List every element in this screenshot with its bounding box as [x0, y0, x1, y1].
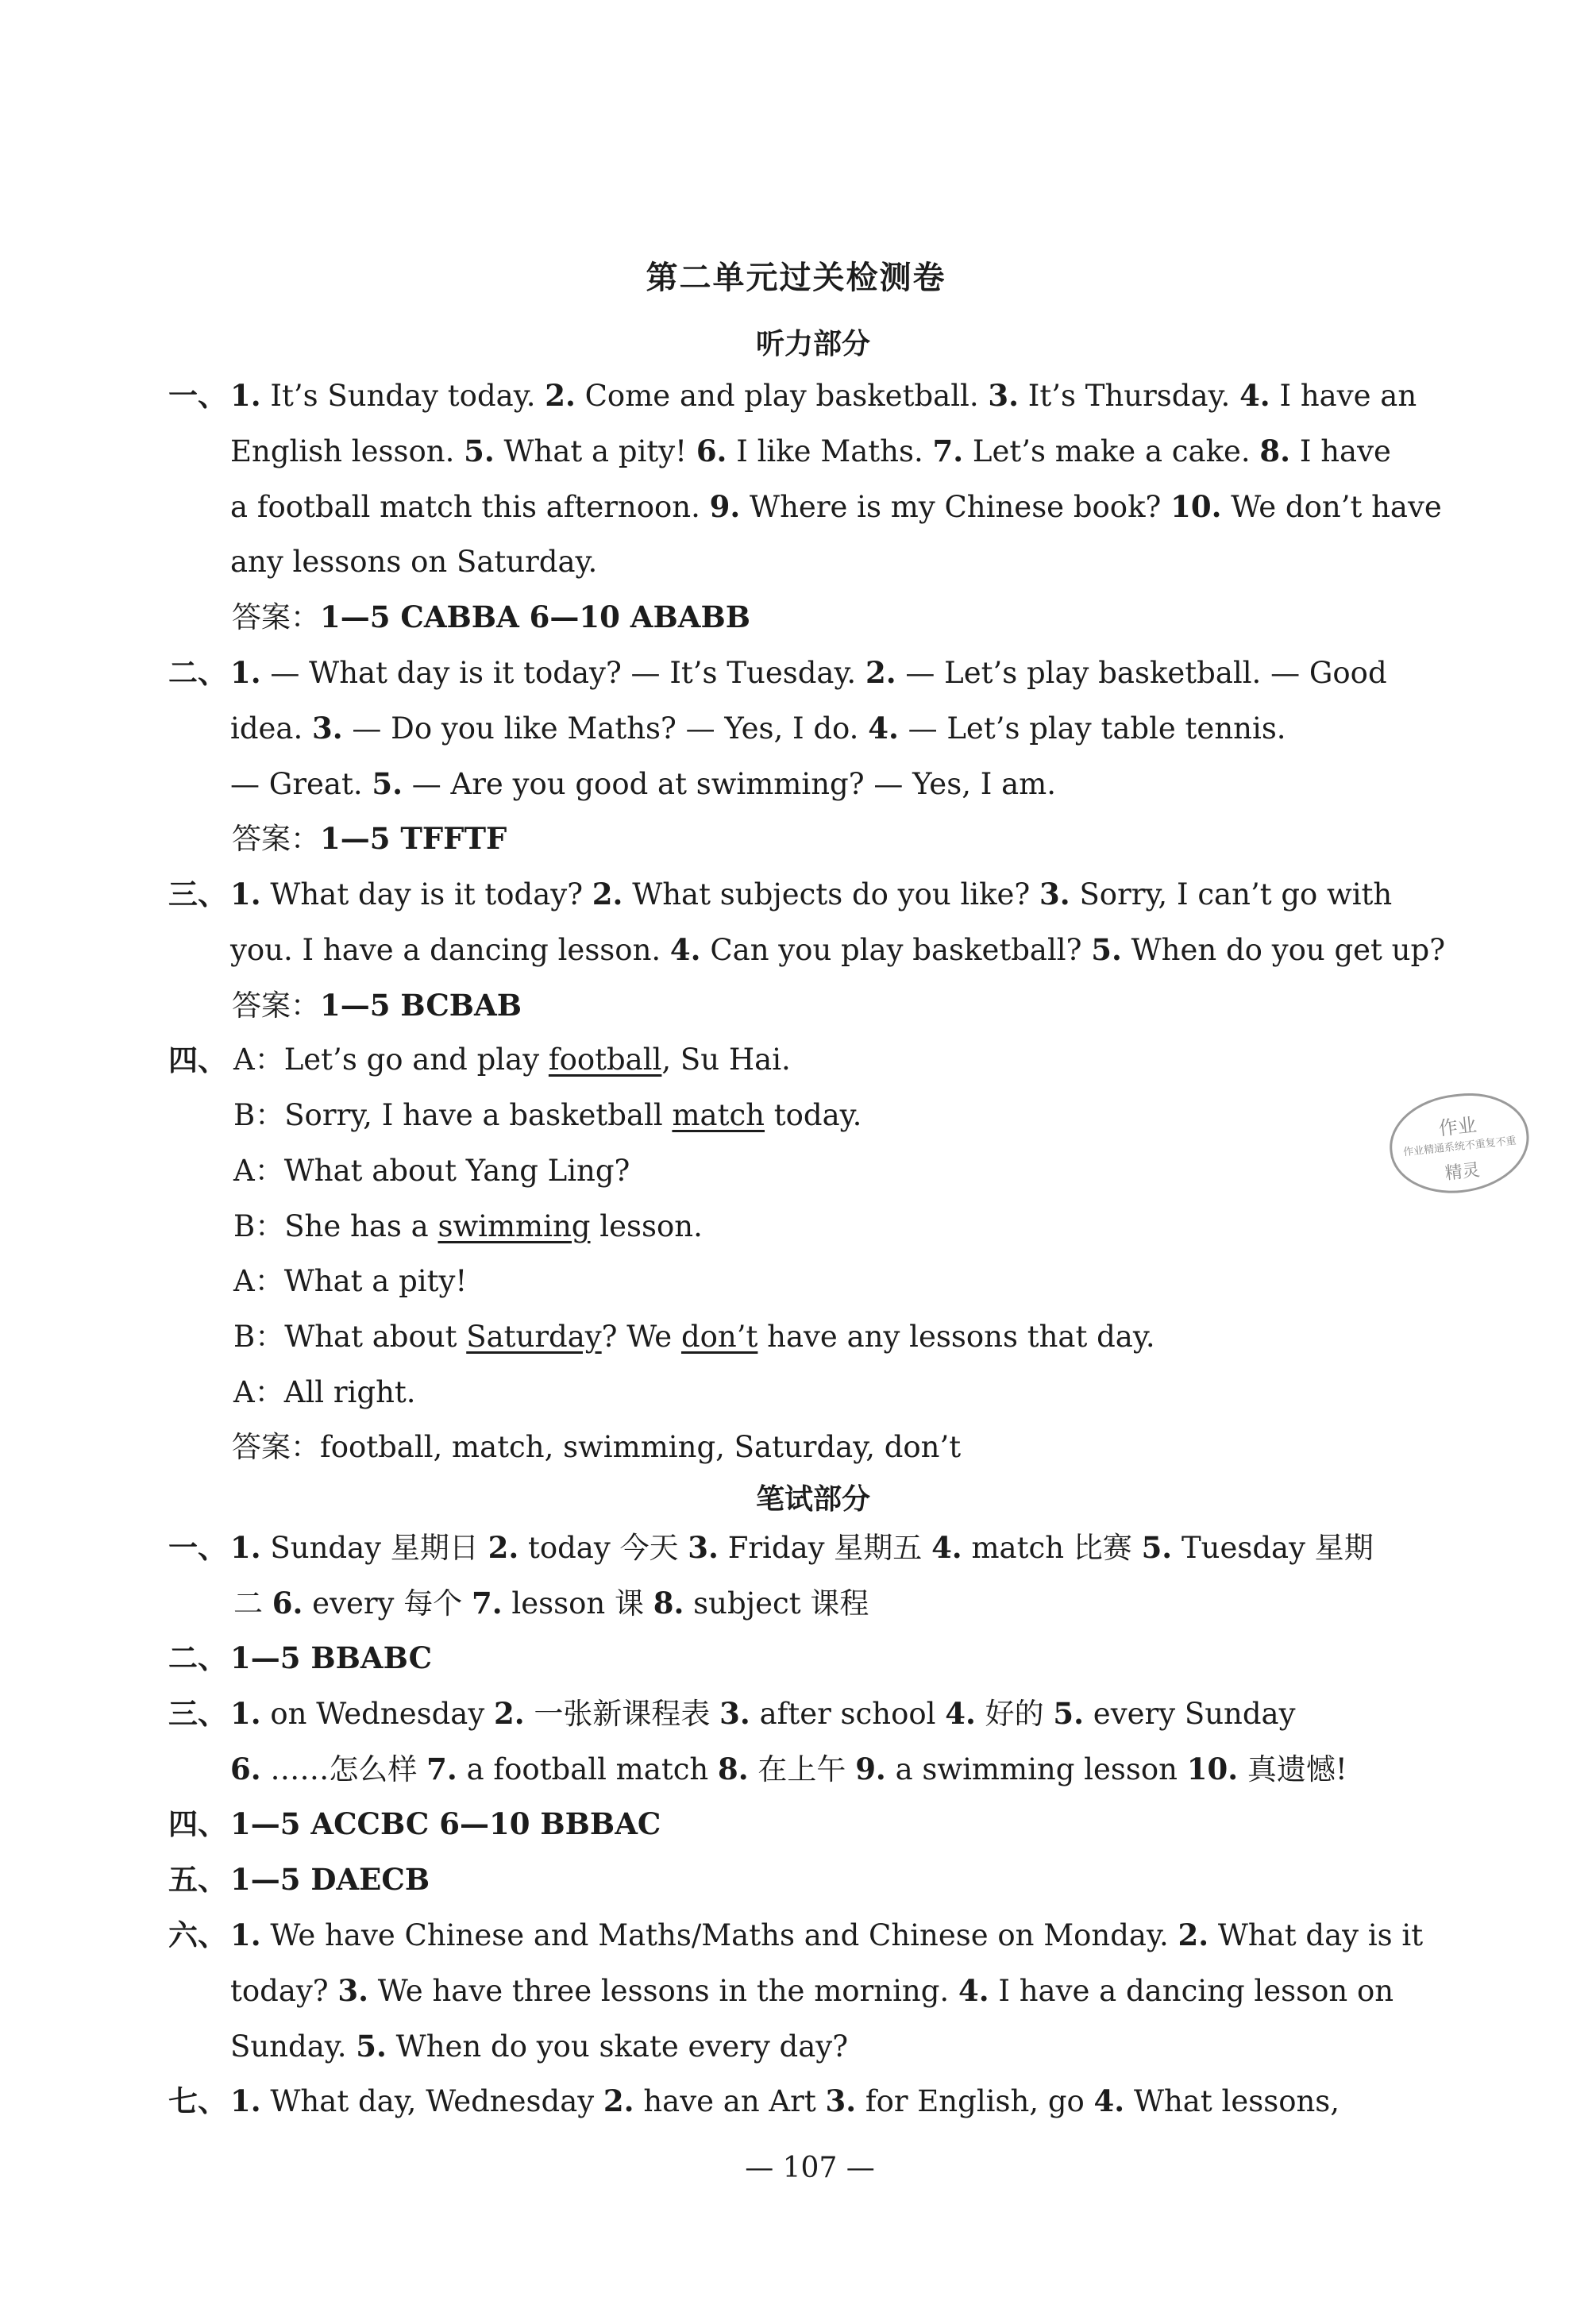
filled-blank: match — [672, 1098, 765, 1132]
item-text: — Do you like Maths? — Yes, I do. — [342, 711, 869, 746]
item-text: Where is my Chinese book? — [740, 490, 1171, 524]
item-number: 4. — [1239, 378, 1270, 413]
filled-blank: don’t — [680, 1320, 758, 1354]
answer-label: 答案： — [232, 989, 320, 1023]
item-number: 9. — [709, 489, 741, 524]
item-number: 2. — [592, 877, 623, 911]
item-text: idea. — [230, 711, 312, 746]
item-text: It’s Thursday. — [1019, 379, 1240, 413]
page-title: 第二单元过关检测卷 — [646, 259, 946, 296]
filled-blank: Saturday — [466, 1320, 602, 1354]
question-marker: 三、 — [168, 877, 227, 911]
item-number: 1. — [230, 655, 261, 690]
item-number: 3. — [988, 378, 1020, 413]
question-marker: 四、 — [168, 1043, 227, 1077]
item-text: What a pity! — [494, 434, 696, 468]
item-text: a football match this afternoon. — [230, 490, 710, 524]
answer-label: 答案： — [232, 822, 320, 856]
item-text: It’s Sunday today. — [260, 379, 545, 413]
question-marker: 七、 — [168, 2083, 227, 2118]
item-number: 5. — [372, 766, 403, 801]
answer-label: 答案： — [232, 1430, 320, 1464]
document-page: 第二单元过关检测卷 听力部分 一、 1. It’s Sunday today. 2. Come and play basketball. 3. It’s Thursday. 4. I have an English lesson. 5. What a pity! 6. I like Maths. 7. Let’s make a cake. 8. I have a football match this afternoon. 9. Where is my Chinese book? 10. We don’t have any lessons on Saturday. 答案：1—5 CABBA 6—10 ABABB 二、 1. — What day is it today? — It’s Tuesday. 2. — Let’s play basketball. — Good idea. 3. — Do you like Maths? — Yes, I do. 4. — Let’s play table tennis. — Great. 5. — Are you good at swimming? — Yes, I am. 答案：1—5 TFFTF 三、 1. What day is it today? 2. What subjects do you like? 3. Sorry, I can’t go with you. I have a dancing lesson. 4. Can you play basketball? 5. When do you get up? 答案：1—5 BCBAB 四、 A：Let’s go and play football, Su Hai. B：Sorry, I have a basketball match today. A：What about Yang Ling? B：She has a swimming lesson. A：What a pity! B：What about Saturday? We don’t have any lessons that day. A：All right. 答案：football, match, swimming, Saturday, don’t 作业 作业精通系统不重复不重 精灵 笔试部分 一、 1. Sunday 星期日 2. today 今天 3. Friday 星期五 4. match 比赛 5. Tuesday 星期 二 6. every 每个 7. lesson 课 8. subject 课程 二、 1—5 BBABC 三、 1. on Wednesday 2. 一张新课程表 3. after school 4. 好的 5. every Sunday 6. ……怎么样 7. a football match 8. 在上午 9. a swimming lesson 10. 真遗憾! 四、 1—5 ACCBC 6—10 BBBAC 五、 1—5 DAECB 六、 1. We have Chinese and Maths/Maths and Chinese on Monday. 2. What day is it today? 3. We have three lessons in the morning. 4. I have a dancing lesson on Sunday. 5. When do you skate every day? 七、 1. What day, Wednesday 2. have an Art 3. for English, go 4. What lessons, — 107 — — [0, 0, 1592, 2324]
item-text: — Let’s play basketball. — Good — [896, 656, 1387, 690]
writing-heading: 笔试部分 — [755, 1482, 870, 1516]
answer-value: football, match, swimming, Saturday, don’t — [320, 1430, 962, 1464]
item-number: 4. — [868, 711, 899, 746]
item-text: — Are you good at swimming? — Yes, I am. — [403, 767, 1056, 801]
homework-stamp: 作业 作业精通系统不重复不重 精灵 — [1385, 1087, 1534, 1200]
item-text: Let’s make a cake. — [963, 434, 1260, 468]
filled-blank: swimming — [438, 1209, 591, 1243]
answer-value: 1—5 ACCBC 6—10 BBBAC — [230, 1806, 661, 1841]
item-number: 1. — [230, 378, 261, 413]
question-marker: 一、 — [168, 1530, 227, 1565]
item-number: 3. — [1039, 877, 1070, 911]
item-text: Sorry, I can’t go with — [1070, 877, 1393, 911]
item-text: English lesson. — [230, 434, 464, 468]
question-marker: 一、 — [168, 378, 227, 413]
listening-heading: 听力部分 — [755, 327, 870, 360]
item-text: you. I have a dancing lesson. — [230, 933, 670, 967]
item-number: 1. — [230, 877, 261, 911]
item-text: Come and play basketball. — [575, 379, 989, 413]
item-text: I have — [1290, 434, 1391, 468]
item-number: 7. — [932, 434, 964, 468]
item-text: — Let’s play table tennis. — [898, 711, 1286, 746]
answer-value: 1—5 BBABC — [230, 1640, 433, 1675]
item-text: What subjects do you like? — [623, 877, 1040, 911]
item-number: 2. — [865, 655, 896, 690]
page-number: — 107 — — [745, 2152, 875, 2184]
item-text: When do you get up? — [1121, 933, 1446, 967]
item-text: I have an — [1270, 379, 1417, 413]
item-number: 2. — [545, 378, 576, 413]
item-number: 5. — [1091, 932, 1122, 967]
item-text: — Great. — [230, 767, 372, 801]
item-text: Can you play basketball? — [700, 933, 1092, 967]
answer-value: 1—5 TFFTF — [320, 821, 507, 856]
item-number: 8. — [1259, 434, 1291, 468]
answer-value: 1—5 CABBA 6—10 ABABB — [320, 599, 751, 634]
question-marker: 五、 — [168, 1862, 227, 1897]
item-number: 6. — [696, 434, 727, 468]
answer-value: 1—5 BCBAB — [320, 988, 522, 1023]
filled-blank: football — [548, 1043, 662, 1077]
answer-value: 1—5 DAECB — [230, 1862, 430, 1897]
item-number: 5. — [464, 434, 495, 468]
item-number: 10. — [1170, 489, 1222, 524]
question-marker: 六、 — [168, 1917, 227, 1952]
item-text: What day is it today? — [260, 877, 592, 911]
item-number: 3. — [312, 711, 343, 746]
item-number: 4. — [669, 932, 701, 967]
question-marker: 三、 — [168, 1696, 227, 1731]
item-text: any lessons on Saturday. — [230, 545, 598, 579]
item-text: We don’t have — [1221, 490, 1442, 524]
question-marker: 二、 — [168, 655, 227, 690]
question-marker: 二、 — [168, 1640, 227, 1675]
item-text: I like Maths. — [727, 434, 933, 468]
question-marker: 四、 — [168, 1806, 227, 1841]
answer-label: 答案： — [232, 600, 320, 634]
item-text: — What day is it today? — It’s Tuesday. — [260, 656, 865, 690]
